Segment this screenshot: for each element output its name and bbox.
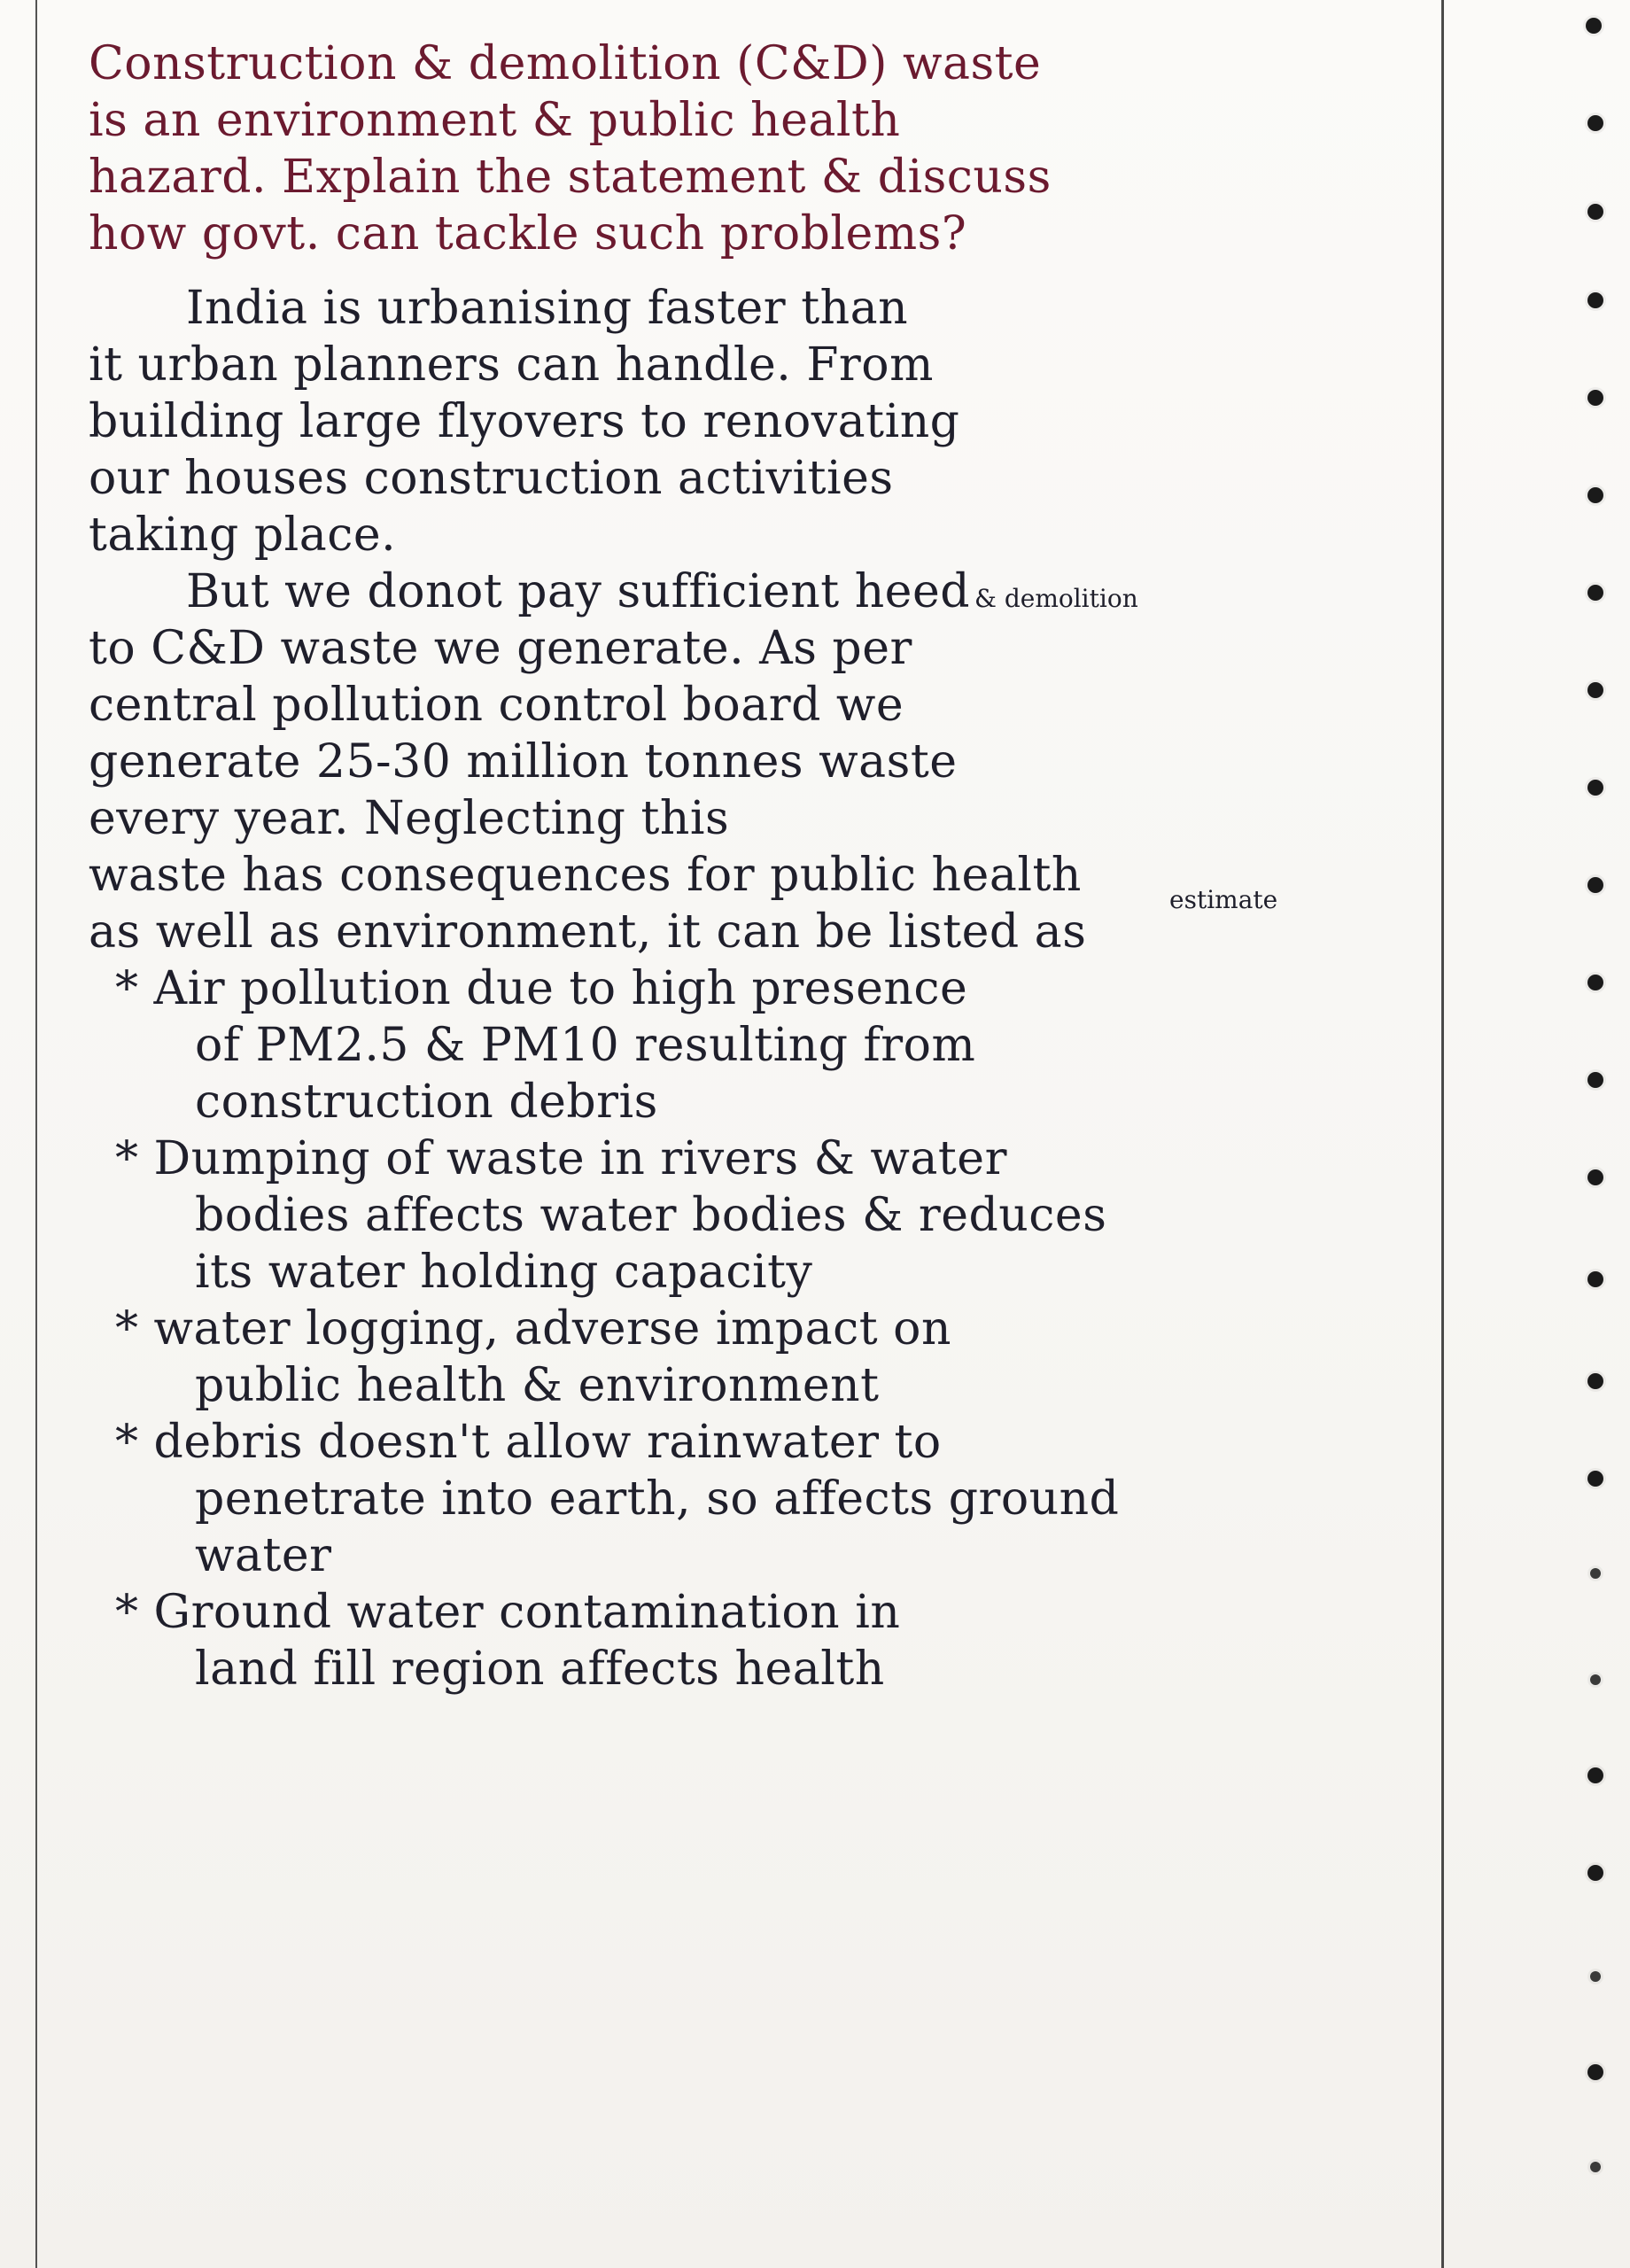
answer-line: generate 25-30 million tonnes waste [89,735,958,788]
list-item [89,1414,1417,1584]
question-line: Construction & demolition (C&D) waste [89,37,1042,90]
binding-hole-icon [1587,877,1603,893]
binding-hole-icon [1587,1767,1603,1783]
handwritten-answer [89,35,1417,1697]
list-item [89,960,1417,1130]
binding-holes [1559,0,1612,2268]
binding-hole-icon [1587,1373,1603,1389]
bullet-text: Air pollution due to high presence [153,962,968,1015]
binding-hole-icon [1590,2162,1601,2172]
binding-hole-icon [1587,1169,1603,1185]
question-line: how govt. can tackle such problems? [89,207,967,260]
answer-line: as well as environment, it can be listed as [89,905,1087,959]
binding-hole-icon [1587,390,1603,406]
binding-hole-icon [1590,1674,1601,1685]
answer-line: every year. Neglecting this [89,792,730,845]
bullet-marker: * [115,1132,139,1185]
bullet-line: its water holding capacity [195,1246,813,1299]
bullet-line: public health & environment [195,1359,880,1412]
bullet-marker: * [115,1302,139,1355]
bullet-line [89,960,1417,1017]
page-right-border [1441,0,1444,2268]
binding-hole-icon [1587,487,1603,503]
bullet-line: construction debris [195,1076,658,1129]
bullet-line: water [195,1529,332,1582]
binding-hole-icon [1587,1865,1603,1881]
answer-line: it urban planners can handle. From [89,338,934,392]
binding-hole-icon [1587,975,1603,990]
answer-line: our houses construction activities [89,452,894,505]
answer-line: taking place. [89,509,397,562]
binding-hole-icon [1590,1568,1601,1579]
binding-hole-icon [1587,780,1603,796]
inserted-note: estimate [1169,885,1278,914]
list-item [89,1584,1417,1697]
binding-hole-icon [1587,1271,1603,1287]
answer-line: India is urbanising faster than [186,282,909,335]
bullet-marker: * [115,1416,139,1469]
list-item [89,1301,1417,1414]
margin-line [35,0,37,2268]
bullet-marker: * [115,962,139,1015]
answer-line: central pollution control board we [89,679,904,732]
binding-hole-icon [1587,204,1603,220]
bullet-text: Ground water contamination in [153,1586,901,1639]
bullet-line [89,1584,1417,1641]
bullet-line: of PM2.5 & PM10 resulting from [195,1019,976,1072]
bullet-list [89,960,1417,1697]
bullet-line [89,1301,1417,1357]
bullet-marker: * [115,1586,139,1639]
bullet-line [89,1130,1417,1187]
binding-hole-icon [1590,1971,1601,1982]
bullet-line: penetrate into earth, so affects ground [195,1472,1120,1526]
binding-hole-icon [1587,2064,1603,2080]
binding-hole-icon [1587,1471,1603,1487]
binding-hole-icon [1587,585,1603,601]
inserted-note: & demolition [974,584,1138,613]
answer-line: But we donot pay sufficient heed [186,565,971,618]
question-line: is an environment & public health [89,94,901,147]
bullet-text: water logging, adverse impact on [153,1302,951,1355]
list-item [89,1130,1417,1301]
answer-line: waste has consequences for public health [89,849,1082,902]
binding-hole-icon [1587,115,1603,131]
binding-hole-icon [1586,18,1602,34]
bullet-line: land fill region affects health [195,1643,885,1696]
bullet-text: debris doesn't allow rainwater to [153,1416,942,1469]
binding-hole-icon [1587,1072,1603,1088]
answer-line: building large flyovers to renovating [89,395,960,448]
bullet-text: Dumping of waste in rivers & water [153,1132,1007,1185]
question-line: hazard. Explain the statement & discuss [89,151,1052,204]
binding-hole-icon [1587,682,1603,698]
bullet-line: bodies affects water bodies & reduces [195,1189,1107,1242]
bullet-line [89,1414,1417,1471]
binding-hole-icon [1587,292,1603,308]
answer-line: to C&D waste we generate. As per [89,622,912,675]
